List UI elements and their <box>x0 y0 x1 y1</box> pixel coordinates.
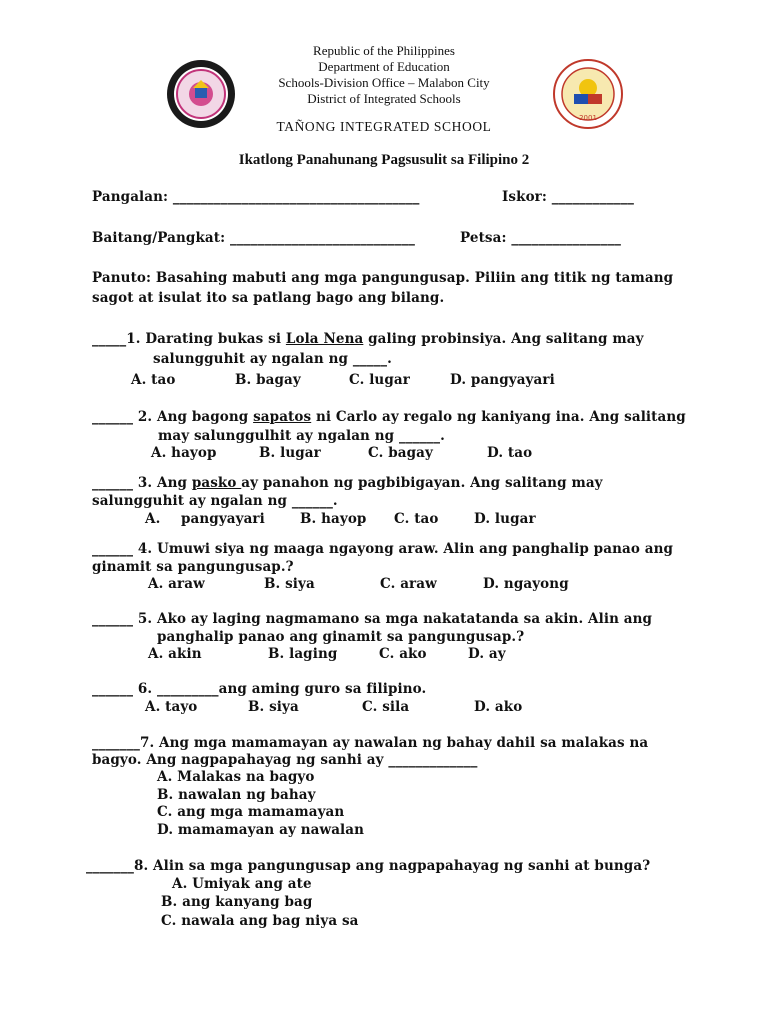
grade-section-field[interactable]: Baitang/Pangkat: ___________________________ <box>92 230 415 246</box>
q4-choice-d: D. ngayong <box>483 576 569 592</box>
underlined-word: sapatos <box>253 409 312 425</box>
q2-choice-b: B. lugar <box>259 445 321 461</box>
date-field[interactable]: Petsa: ________________ <box>460 230 621 246</box>
q8-choice-a: A. Umiyak ang ate <box>172 876 312 892</box>
q8-choice-b: B. ang kanyang bag <box>161 894 313 910</box>
q2-choice-d: D. tao <box>487 445 533 461</box>
q2-choice-c: C. bagay <box>368 445 433 461</box>
question-6-line-1: ______ 6. _________ang aming guro sa filipino. <box>92 681 427 697</box>
q6-choice-c: C. sila <box>362 699 410 715</box>
q6-choice-b: B. siya <box>248 699 299 715</box>
question-1-line-1: _____1. Darating bukas si Lola Nena galing probinsiya. Ang salitang may <box>92 331 644 347</box>
q4-choice-b: B. siya <box>264 576 315 592</box>
instructions-line-2: sagot at isulat ito sa patlang bago ang bilang. <box>92 290 445 306</box>
q1-choice-a: A. tao <box>131 372 176 388</box>
q7-choice-a: A. Malakas na bagyo <box>157 769 315 785</box>
q8-choice-c: C. nawala ang bag niya sa <box>161 913 359 929</box>
question-8-line-1: _______8. Alin sa mga pangungusap ang nagpapahayag ng sanhi at bunga? <box>86 858 651 874</box>
q7-choice-d: D. mamamayan ay nawalan <box>157 822 365 838</box>
q1-choice-b: B. bagay <box>235 372 301 388</box>
question-5-line-1: ______ 5. Ako ay laging nagmamano sa mga nakatatanda sa akin. Alin ang <box>92 611 653 627</box>
q3-choice-b: B. hayop <box>300 511 367 527</box>
underlined-word: Lola Nena <box>285 331 364 347</box>
name-field[interactable]: Pangalan: ____________________________________ <box>92 189 420 205</box>
q6-choice-d: D. ako <box>474 699 523 715</box>
q7-choice-c: C. ang mga mamamayan <box>157 804 345 820</box>
header-department: Department of Education <box>318 59 450 74</box>
question-7-line-2: bagyo. Ang nagpapahayag ng sanhi ay _____________ <box>92 752 478 768</box>
q5-choice-b: B. laging <box>268 646 338 662</box>
question-5-line-2: panghalip panao ang ginamit sa pangungusap.? <box>157 629 525 645</box>
q3-choice-c: C. tao <box>394 511 439 527</box>
underlined-word: pasko <box>191 475 242 491</box>
question-2-line-2: may salunggulhit ay ngalan ng ______. <box>158 428 445 444</box>
instructions-line-1: Panuto: Basahing mabuti ang mga pangungusap. Piliin ang titik ng tamang <box>92 270 674 286</box>
q3-choice-d: D. lugar <box>474 511 536 527</box>
question-3-line-2: salungguhit ay ngalan ng ______. <box>92 493 338 509</box>
score-field[interactable]: Iskor: ____________ <box>502 189 634 205</box>
seal-year: 2001 <box>579 114 597 122</box>
header-district: District of Integrated Schools <box>307 91 461 106</box>
question-4-line-2: ginamit sa pangungusap.? <box>92 559 294 575</box>
question-2-line-1: ______ 2. Ang bagong sapatos ni Carlo ay regalo ng kaniyang ina. Ang salitang <box>92 409 686 425</box>
q5-choice-d: D. ay <box>468 646 506 662</box>
question-4-line-1: ______ 4. Umuwi siya ng maaga ngayong araw. Alin ang panghalip panao ang <box>92 541 674 557</box>
q5-choice-a: A. akin <box>148 646 202 662</box>
exam-title: Ikatlong Panahunang Pagsusulit sa Filipino 2 <box>238 152 530 168</box>
q3-choice-a-text: pangyayari <box>181 511 265 527</box>
q6-choice-a: A. tayo <box>145 699 198 715</box>
q3-choice-a: A. <box>145 511 161 527</box>
school-name: TAÑONG INTEGRATED SCHOOL <box>276 119 492 134</box>
q2-choice-a: A. hayop <box>151 445 217 461</box>
question-3-line-1: ______ 3. Ang pasko ay panahon ng pagbibigayan. Ang salitang may <box>92 475 603 491</box>
q7-choice-b: B. nawalan ng bahay <box>157 787 316 803</box>
q1-choice-c: C. lugar <box>349 372 410 388</box>
question-1-line-2: salungguhit ay ngalan ng _____. <box>153 351 392 367</box>
question-7-line-1: _______7. Ang mga mamamayan ay nawalan ng bahay dahil sa malakas na <box>92 735 649 751</box>
q5-choice-c: C. ako <box>379 646 427 662</box>
header-republic: Republic of the Philippines <box>313 43 455 58</box>
header-division: Schools-Division Office – Malabon City <box>278 75 490 90</box>
q4-choice-a: A. araw <box>148 576 205 592</box>
q4-choice-c: C. araw <box>380 576 437 592</box>
q1-choice-d: D. pangyayari <box>450 372 555 388</box>
